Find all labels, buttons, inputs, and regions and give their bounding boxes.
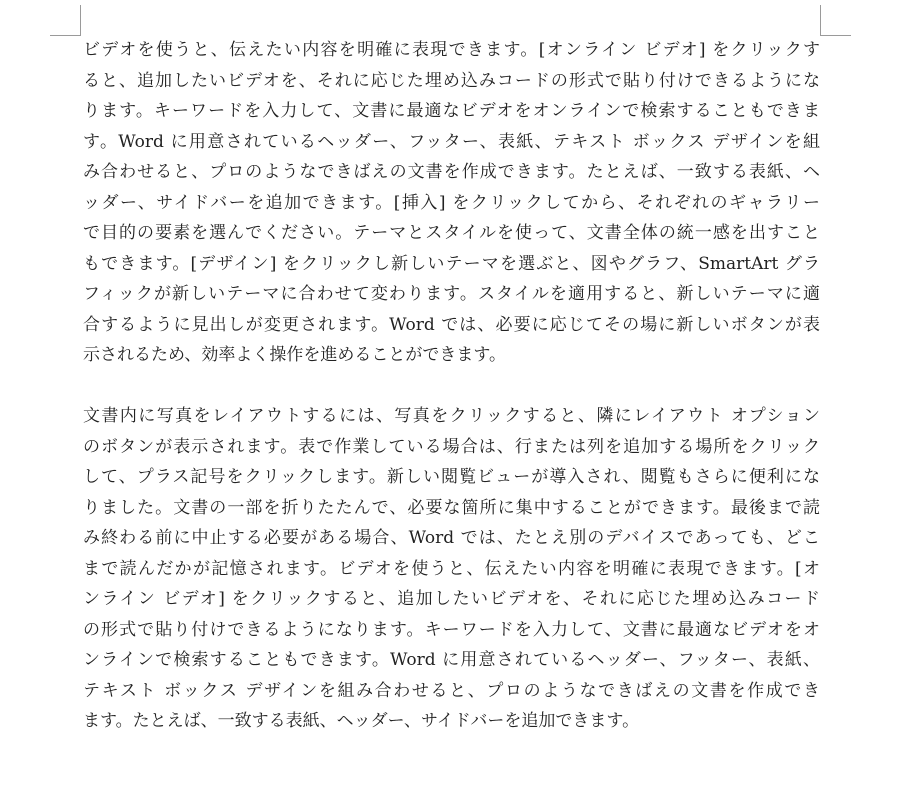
text-line[interactable]: テキスト ボックス デザインを組み合わせると、プロのようなできばえの文書を作成でき bbox=[83, 680, 820, 701]
text-line[interactable]: ます。たとえば、一致する表紙、ヘッダー、サイドバーを追加できます。 bbox=[83, 711, 640, 731]
document-body[interactable] bbox=[83, 35, 820, 737]
text-line[interactable]: 示されるため、効率よく操作を進めることができます。 bbox=[83, 345, 506, 365]
text-line[interactable]: 合するように見出しが変更されます。Word では、必要に応じてその場に新しいボタンが表 bbox=[83, 314, 820, 335]
text-line[interactable]: フィックが新しいテーマに合わせて変わります。スタイルを適用すると、新しいテーマに適 bbox=[83, 284, 820, 304]
text-line[interactable]: まで読んだかが記憶されます。ビデオを使うと、伝えたい内容を明確に表現できます。[オ bbox=[83, 558, 820, 579]
text-line[interactable]: ッダー、サイドバーを追加できます。[挿入] をクリックしてから、それぞれのギャラリー bbox=[83, 192, 820, 213]
text-line[interactable]: ンライン ビデオ] をクリックすると、追加したいビデオを、それに応じた埋め込みコード bbox=[83, 589, 820, 609]
text-line[interactable]: もできます。[デザイン] をクリックし新しいテーマを選ぶと、図やグラフ、SmartArt グラ bbox=[83, 253, 820, 274]
text-line[interactable]: 文書内に写真をレイアウトするには、写真をクリックすると、隣にレイアウト オプション bbox=[83, 406, 820, 426]
text-line[interactable]: ンラインで検索することもできます。Word に用意されているヘッダー、フッター、表紙、 bbox=[83, 650, 820, 670]
text-line[interactable]: の形式で貼り付けできるようになります。キーワードを入力して、文書に最適なビデオをオ bbox=[83, 619, 820, 640]
text-line[interactable]: す。Word に用意されているヘッダー、フッター、表紙、テキスト ボックス デザインを組 bbox=[83, 131, 820, 152]
text-line[interactable]: ると、追加したいビデオを、それに応じた埋め込みコードの形式で貼り付けできるようにな bbox=[83, 70, 820, 91]
text-line[interactable]: のボタンが表示されます。表で作業している場合は、行または列を追加する場所をクリック bbox=[83, 436, 820, 457]
text-line[interactable]: して、プラス記号をクリックします。新しい閲覧ビューが導入され、閲覧もさらに便利にな bbox=[83, 467, 820, 487]
paragraph[interactable] bbox=[83, 35, 820, 371]
text-line[interactable]: ります。キーワードを入力して、文書に最適なビデオをオンラインで検索することもできま bbox=[83, 101, 820, 121]
text-line[interactable]: み合わせると、プロのようなできばえの文書を作成できます。たとえば、一致する表紙、ヘ bbox=[83, 162, 820, 182]
text-line[interactable]: りました。文書の一部を折りたたんで、必要な箇所に集中することができます。最後まで読 bbox=[83, 497, 820, 518]
paragraph[interactable] bbox=[83, 401, 820, 737]
paragraph-gap bbox=[83, 371, 820, 402]
crop-mark-top-right-vertical bbox=[820, 5, 821, 36]
text-line[interactable]: み終わる前に中止する必要がある場合、Word では、たとえ別のデバイスであっても、どこ bbox=[83, 528, 820, 548]
crop-mark-top-right-horizontal bbox=[820, 35, 851, 36]
text-line[interactable]: で目的の要素を選んでください。テーマとスタイルを使って、文書全体の統一感を出すこと bbox=[83, 223, 820, 243]
crop-mark-top-left-vertical bbox=[80, 5, 81, 36]
crop-mark-top-left-horizontal bbox=[50, 35, 81, 36]
text-line[interactable]: ビデオを使うと、伝えたい内容を明確に表現できます。[オンライン ビデオ] をクリックす bbox=[83, 40, 820, 60]
